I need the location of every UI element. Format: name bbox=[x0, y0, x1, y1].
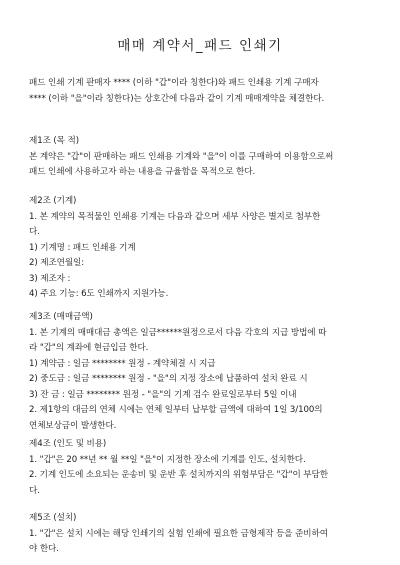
article-line: 1. "갑"은 20 **년 ** 월 **일 "을"이 지정한 장소에 기계를 인도, 설치한다. bbox=[29, 454, 306, 465]
article-line: 1. 본 기계의 매매대금 총액은 일금******원정으로서 다음 각호의 지급 방법에 따 bbox=[29, 327, 327, 338]
document-title: 매매 계약서_패드 인쇄기 bbox=[117, 38, 283, 54]
article-line: 1. "갑"은 설치 시에는 해당 인쇄기의 실험 인쇄에 필요한 금형제작 등을 준비하여 bbox=[29, 528, 328, 539]
article-line: 2. 기계 인도에 소요되는 운송비 및 운반 후 설치까지의 위험부담은 "갑"이 부담한 bbox=[29, 470, 328, 480]
article-line: 야 한다. bbox=[29, 544, 59, 554]
article-4 bbox=[29, 437, 384, 499]
article-line: 2) 제조연월일: bbox=[29, 258, 85, 268]
article-line: 4) 주요 기능: 6도 인쇄까지 지원가능. bbox=[29, 289, 169, 299]
article-line: 2. 제1항의 대금의 연체 시에는 연체 일부터 납부할 금액에 대하여 1일 3/100의 bbox=[29, 405, 323, 415]
article-line: 연체보상금이 발생한다. bbox=[29, 420, 117, 431]
article-5 bbox=[29, 511, 384, 558]
article-line: 본 계약은 "갑"이 판매하는 패드 인쇄용 기계와 "을"이 이를 구매하여 이용함으로써 bbox=[29, 151, 334, 162]
article-heading: 제5조 (설치) bbox=[29, 513, 77, 523]
article-1 bbox=[29, 134, 384, 181]
intro-line: 패드 인쇄 기계 판매자 **** (이하 "갑"이라 칭한다)와 패드 인쇄용 기계 구매자 bbox=[29, 78, 319, 88]
article-2 bbox=[29, 194, 384, 303]
article-line: 3) 제조자 : bbox=[29, 273, 71, 284]
article-line: 3) 잔 금 : 일금 ******** 원정 - "을"의 기계 검수 완료일로부터 5일 이내 bbox=[29, 389, 297, 400]
article-line: 1) 계약금 : 일금 ******** 원정 - 계약체결 시 지급 bbox=[29, 358, 216, 369]
article-line: 라 "갑"의 계좌에 현금입금 한다. bbox=[29, 343, 149, 353]
article-line: 1) 기계명 : 패드 인쇄용 기계 bbox=[29, 242, 136, 253]
article-heading: 제1조 (목 적) bbox=[29, 136, 79, 146]
article-heading: 제2조 (기계) bbox=[29, 196, 77, 206]
article-line: 2) 중도금 : 일금 ******** 원정 - "을"의 지정 장소에 납품하여 설치 완료 시 bbox=[29, 374, 308, 384]
article-heading: 제4조 (인도 및 비용) bbox=[29, 439, 107, 449]
article-line: 다. bbox=[29, 485, 40, 496]
intro-line: **** (이하 "을"이라 칭한다)는 상호간에 다음과 같이 기계 매매계약을 체결한다. bbox=[29, 93, 325, 104]
article-line: 1. 본 계약의 목적물인 인쇄용 기계는 다음과 같으며 세부 사양은 별지로 첨부한 bbox=[29, 211, 321, 222]
article-heading: 제3조 (매매금액) bbox=[29, 312, 93, 322]
article-line: 다. bbox=[29, 227, 40, 237]
article-3 bbox=[29, 310, 384, 434]
intro-paragraph bbox=[29, 76, 384, 107]
article-line: 패드 인쇄에 사용하고자 하는 내용을 규율함을 목적으로 한다. bbox=[29, 167, 256, 177]
